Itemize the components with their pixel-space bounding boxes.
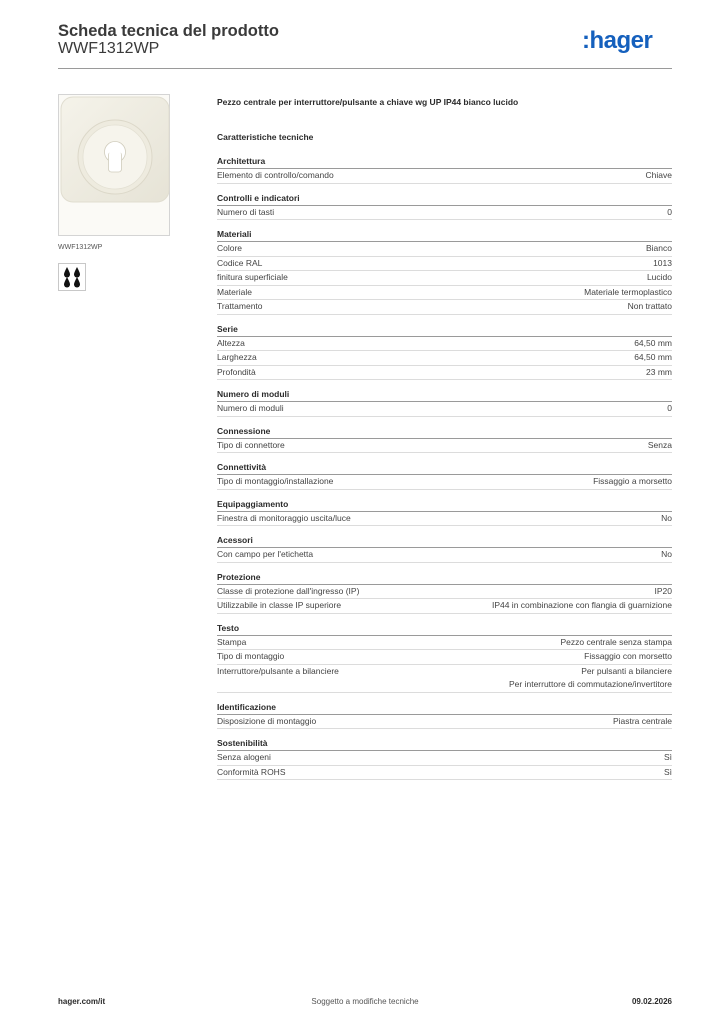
spec-value-line: Lucido — [646, 272, 672, 282]
spec-value-line: 0 — [667, 403, 672, 413]
spec-value-line: 23 mm — [646, 366, 672, 377]
key-switch-plate-icon — [59, 95, 171, 237]
spec-value — [664, 751, 672, 765]
section-title: Connettività — [217, 461, 672, 475]
spec-row — [217, 169, 672, 184]
spec-section — [217, 701, 672, 730]
footer-site[interactable]: hager.com/it — [58, 997, 106, 1006]
spec-row — [217, 257, 672, 272]
spec-section — [217, 155, 672, 184]
spec-value-line: Senza — [647, 439, 672, 450]
spec-row — [217, 599, 672, 614]
section-title: Testo — [217, 622, 672, 636]
spec-value — [613, 715, 672, 729]
section-title: Serie — [217, 323, 672, 337]
section-title: Connessione — [217, 425, 672, 439]
spec-row — [217, 439, 672, 454]
spec-value-line: 64,50 mm — [634, 352, 672, 362]
hager-logo — [582, 26, 672, 56]
spec-label: Finestra di monitoraggio uscita/luce — [217, 512, 351, 523]
spec-label: Interruttore/pulsante a bilanciere — [217, 665, 339, 676]
spec-label: Altezza — [217, 337, 245, 348]
spec-value — [647, 271, 672, 285]
page-title: Scheda tecnica del prodotto — [58, 22, 279, 40]
spec-value-line: 64,50 mm — [634, 337, 672, 348]
section-title: Controlli e indicatori — [217, 192, 672, 206]
spec-row — [217, 548, 672, 563]
spec-value — [492, 599, 672, 613]
spec-value-line: 0 — [667, 206, 672, 217]
spec-value — [560, 636, 672, 650]
spec-row — [217, 512, 672, 527]
spec-row — [217, 585, 672, 600]
spec-value — [661, 512, 672, 526]
spec-label: finitura superficiale — [217, 272, 288, 282]
spec-value — [655, 585, 673, 599]
spec-value-line: Fissaggio con morsetto — [584, 651, 672, 661]
spec-label: Disposizione di montaggio — [217, 715, 317, 726]
spec-label: Larghezza — [217, 352, 257, 362]
spec-row — [217, 242, 672, 257]
spec-section — [217, 461, 672, 490]
spec-value — [661, 548, 672, 562]
spec-value-line: Non trattato — [627, 301, 672, 311]
spec-section — [217, 571, 672, 614]
spec-label: Classe di protezione dall'ingresso (IP) — [217, 585, 360, 596]
section-title: Identificazione — [217, 701, 672, 715]
spec-value-line: IP44 in combinazione con flangia di guarnizione — [491, 600, 672, 610]
section-title: Numero di moduli — [217, 388, 672, 402]
spec-value — [664, 766, 672, 780]
section-title: Sostenibilità — [217, 737, 672, 751]
spec-row — [217, 665, 672, 693]
spec-section — [217, 737, 672, 780]
spec-row — [217, 286, 672, 301]
spec-value-line: Pezzo centrale senza stampa — [560, 636, 672, 647]
product-description: Pezzo centrale per interruttore/pulsante a chiave wg UP IP44 bianco lucido — [217, 97, 519, 107]
spec-value-line: Piastra centrale — [612, 715, 672, 726]
spec-sections — [217, 155, 672, 780]
product-image — [58, 94, 170, 236]
spec-row — [217, 751, 672, 766]
spec-value-line: Sì — [663, 766, 672, 777]
spec-section — [217, 323, 672, 381]
spec-section — [217, 534, 672, 563]
page-header — [58, 20, 672, 70]
product-code: WWF1312WP — [58, 40, 160, 57]
spec-row — [217, 402, 672, 417]
spec-row — [217, 206, 672, 221]
spec-row — [217, 366, 672, 381]
spec-value — [667, 206, 672, 220]
spec-section — [217, 192, 672, 221]
spec-value-line: IP20 — [654, 585, 672, 596]
spec-value-line: Per interruttore di commutazione/invertitore — [509, 679, 672, 689]
spec-value-line: 1013 — [653, 257, 672, 268]
spec-row — [217, 300, 672, 315]
spec-value-line: Per pulsanti a bilanciere — [581, 665, 672, 676]
section-title: Materiali — [217, 228, 672, 242]
spec-label: Codice RAL — [217, 257, 263, 268]
spec-label: Conformità ROHS — [217, 766, 286, 777]
spec-section — [217, 425, 672, 454]
spec-label: Profondità — [217, 366, 256, 377]
spec-value-line: No — [661, 549, 672, 559]
header-divider — [58, 68, 672, 69]
spec-value — [584, 650, 672, 664]
spec-section — [217, 622, 672, 693]
spec-value-line: Fissaggio a morsetto — [593, 476, 672, 486]
spec-value-line: No — [661, 512, 672, 523]
spec-label: Colore — [217, 243, 243, 253]
spec-label: Elemento di controllo/comando — [217, 170, 334, 180]
section-title: Acessori — [217, 534, 672, 548]
page-footer — [58, 997, 672, 1011]
spec-row — [217, 636, 672, 651]
spec-label: Numero di moduli — [217, 403, 284, 413]
spec-label: Tipo di montaggio — [217, 651, 285, 661]
spec-value — [653, 257, 672, 271]
spec-row — [217, 271, 672, 286]
spec-value-line: Sì — [663, 752, 672, 762]
spec-value — [646, 366, 672, 380]
spec-value — [648, 439, 672, 453]
spec-row — [217, 766, 672, 781]
spec-content — [217, 96, 672, 788]
spec-row — [217, 351, 672, 366]
spec-label: Stampa — [217, 636, 247, 647]
footer-note: Soggetto a modifiche tecniche — [311, 997, 419, 1006]
spec-row — [217, 650, 672, 665]
spec-value — [628, 300, 672, 314]
water-drops-ip44-icon — [58, 263, 86, 291]
spec-value-line: Materiale termoplastico — [584, 286, 672, 297]
spec-value-line: Chiave — [645, 170, 672, 180]
image-caption: WWF1312WP — [58, 244, 103, 251]
tech-specs-title: Caratteristiche tecniche — [217, 132, 314, 142]
section-title: Architettura — [217, 155, 672, 169]
footer-date: 09.02.2026 — [631, 997, 672, 1006]
spec-section — [217, 228, 672, 315]
section-title: Protezione — [217, 571, 672, 585]
spec-value — [584, 286, 672, 300]
spec-label: Con campo per l'etichetta — [217, 549, 314, 559]
spec-value — [509, 665, 672, 692]
spec-row — [217, 715, 672, 730]
spec-section — [217, 498, 672, 527]
spec-label: Tipo di connettore — [217, 439, 285, 450]
spec-section — [217, 388, 672, 417]
spec-value — [646, 169, 672, 183]
spec-label: Trattamento — [217, 301, 263, 311]
spec-label: Numero di tasti — [217, 206, 275, 217]
spec-label: Utilizzabile in classe IP superiore — [217, 600, 342, 610]
svg-text::hager: :hager — [582, 27, 653, 54]
spec-value — [634, 351, 672, 365]
spec-label: Materiale — [217, 286, 252, 297]
spec-row — [217, 337, 672, 352]
spec-label: Tipo di montaggio/installazione — [217, 476, 334, 486]
spec-value — [634, 337, 672, 351]
spec-value — [667, 402, 672, 416]
spec-value — [593, 475, 672, 489]
section-title: Equipaggiamento — [217, 498, 672, 512]
spec-label: Senza alogeni — [217, 752, 271, 762]
spec-row — [217, 475, 672, 490]
spec-value-line: Bianco — [646, 243, 672, 253]
spec-value — [646, 242, 672, 256]
